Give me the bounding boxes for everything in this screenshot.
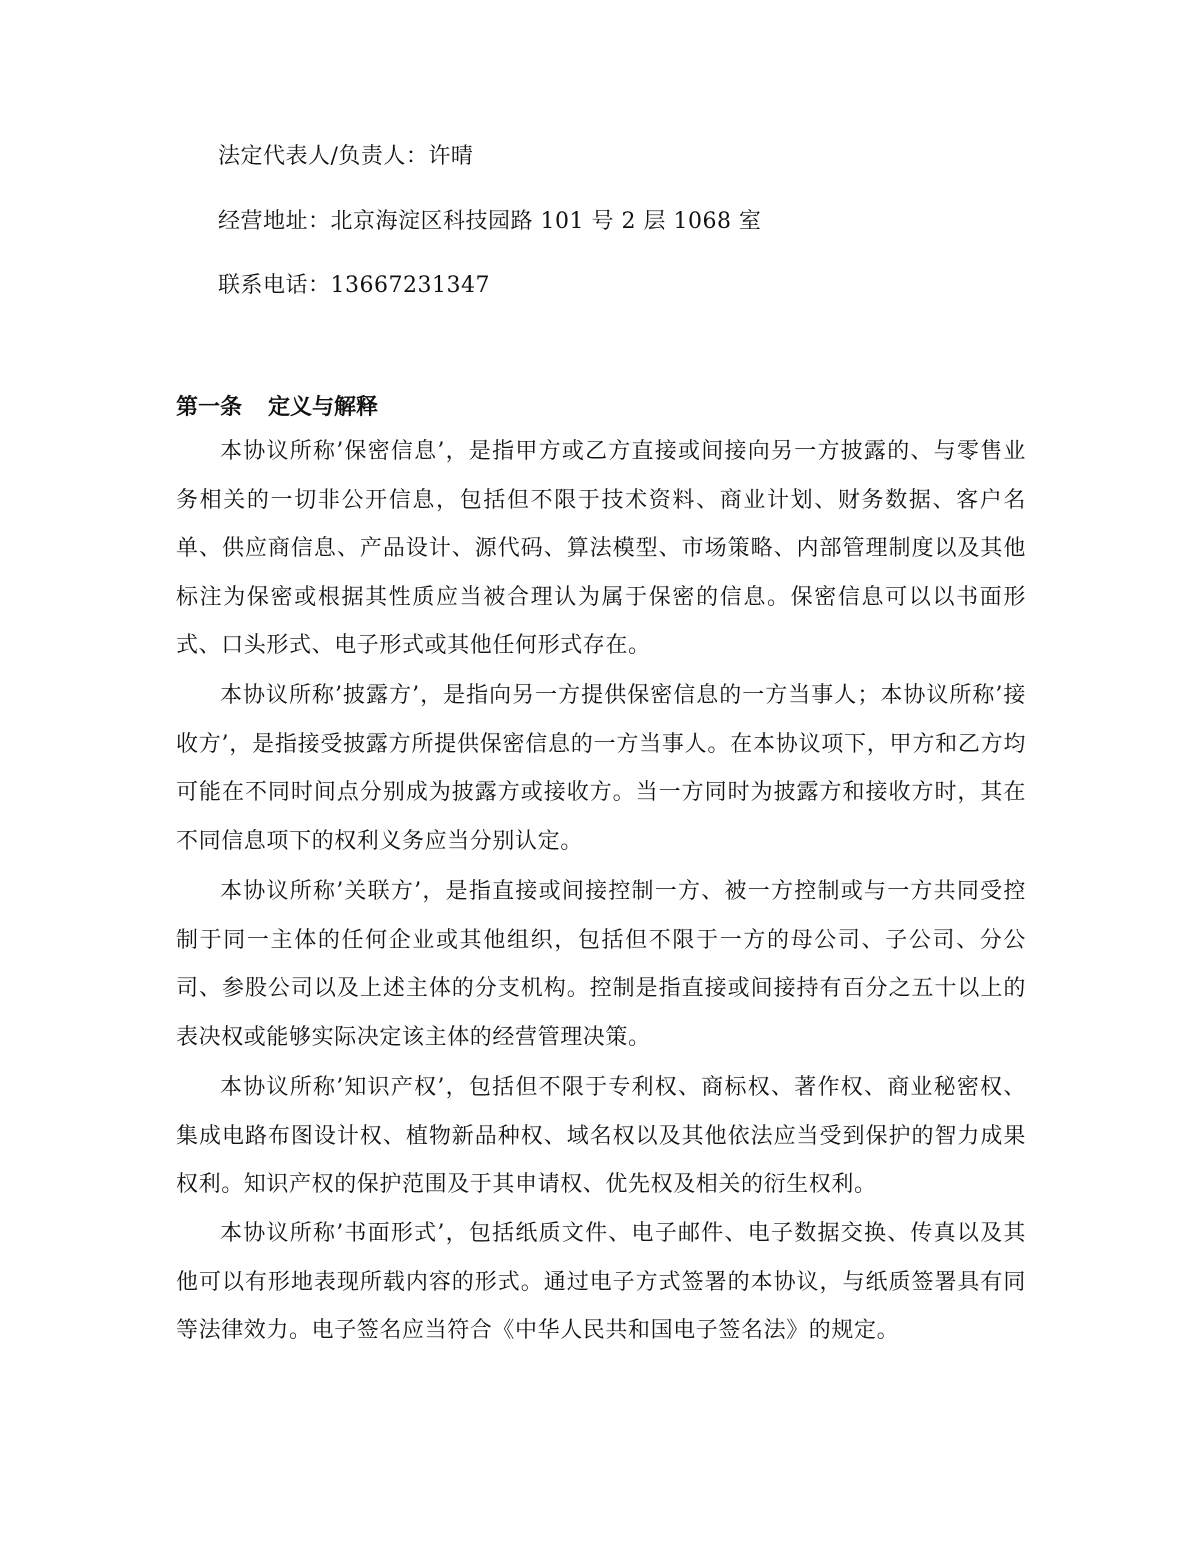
section-title: 定义与解释: [268, 395, 379, 420]
definition-disclosing-receiving-party-paragraph: 本协议所称’披露方’，是指向另一方提供保密信息的一方当事人；本协议所称’接收方’，是指接受披露方所提供保密信息的一方当事人。在本协议项下，甲方和乙方均可能在不同时间点分别成为披露方或接收方。当一方同时为披露方和接收方时，其在不同信息项下的权利义务应当分别认定。: [176, 683, 1026, 854]
legal-representative-line: 法定代表人/负责人：许晴: [218, 144, 474, 169]
business-address-line: 经营地址：北京海淀区科技园路 101 号 2 层 1068 室: [218, 209, 762, 234]
definition-affiliate-paragraph: 本协议所称’关联方’，是指直接或间接控制一方、被一方控制或与一方共同受控制于同一主体的任何企业或其他组织，包括但不限于一方的母公司、子公司、分公司、参股公司以及上述主体的分支机构。控制是指直接或间接持有百分之五十以上的表决权或能够实际决定该主体的经营管理决策。: [176, 879, 1026, 1050]
section-heading: [176, 392, 378, 424]
section-number: 第一条: [176, 395, 243, 420]
definition-written-form-paragraph: 本协议所称’书面形式’，包括纸质文件、电子邮件、电子数据交换、传真以及其他可以有形地表现所载内容的形式。通过电子方式签署的本协议，与纸质签署具有同等法律效力。电子签名应当符合《中华人民共和国电子签名法》的规定。: [176, 1221, 1026, 1343]
contact-phone-line: 联系电话：13667231347: [218, 273, 490, 298]
definition-intellectual-property-paragraph: 本协议所称’知识产权’，包括但不限于专利权、商标权、著作权、商业秘密权、集成电路布图设计权、植物新品种权、域名权以及其他依法应当受到保护的智力成果权利。知识产权的保护范围及于其申请权、优先权及相关的衍生权利。: [176, 1075, 1026, 1197]
definition-confidential-info-paragraph: 本协议所称’保密信息’，是指甲方或乙方直接或间接向另一方披露的、与零售业务相关的一切非公开信息，包括但不限于技术资料、商业计划、财务数据、客户名单、供应商信息、产品设计、源代码、算法模型、市场策略、内部管理制度以及其他标注为保密或根据其性质应当被合理认为属于保密的信息。保密信息可以以书面形式、口头形式、电子形式或其他任何形式存在。: [176, 439, 1026, 658]
